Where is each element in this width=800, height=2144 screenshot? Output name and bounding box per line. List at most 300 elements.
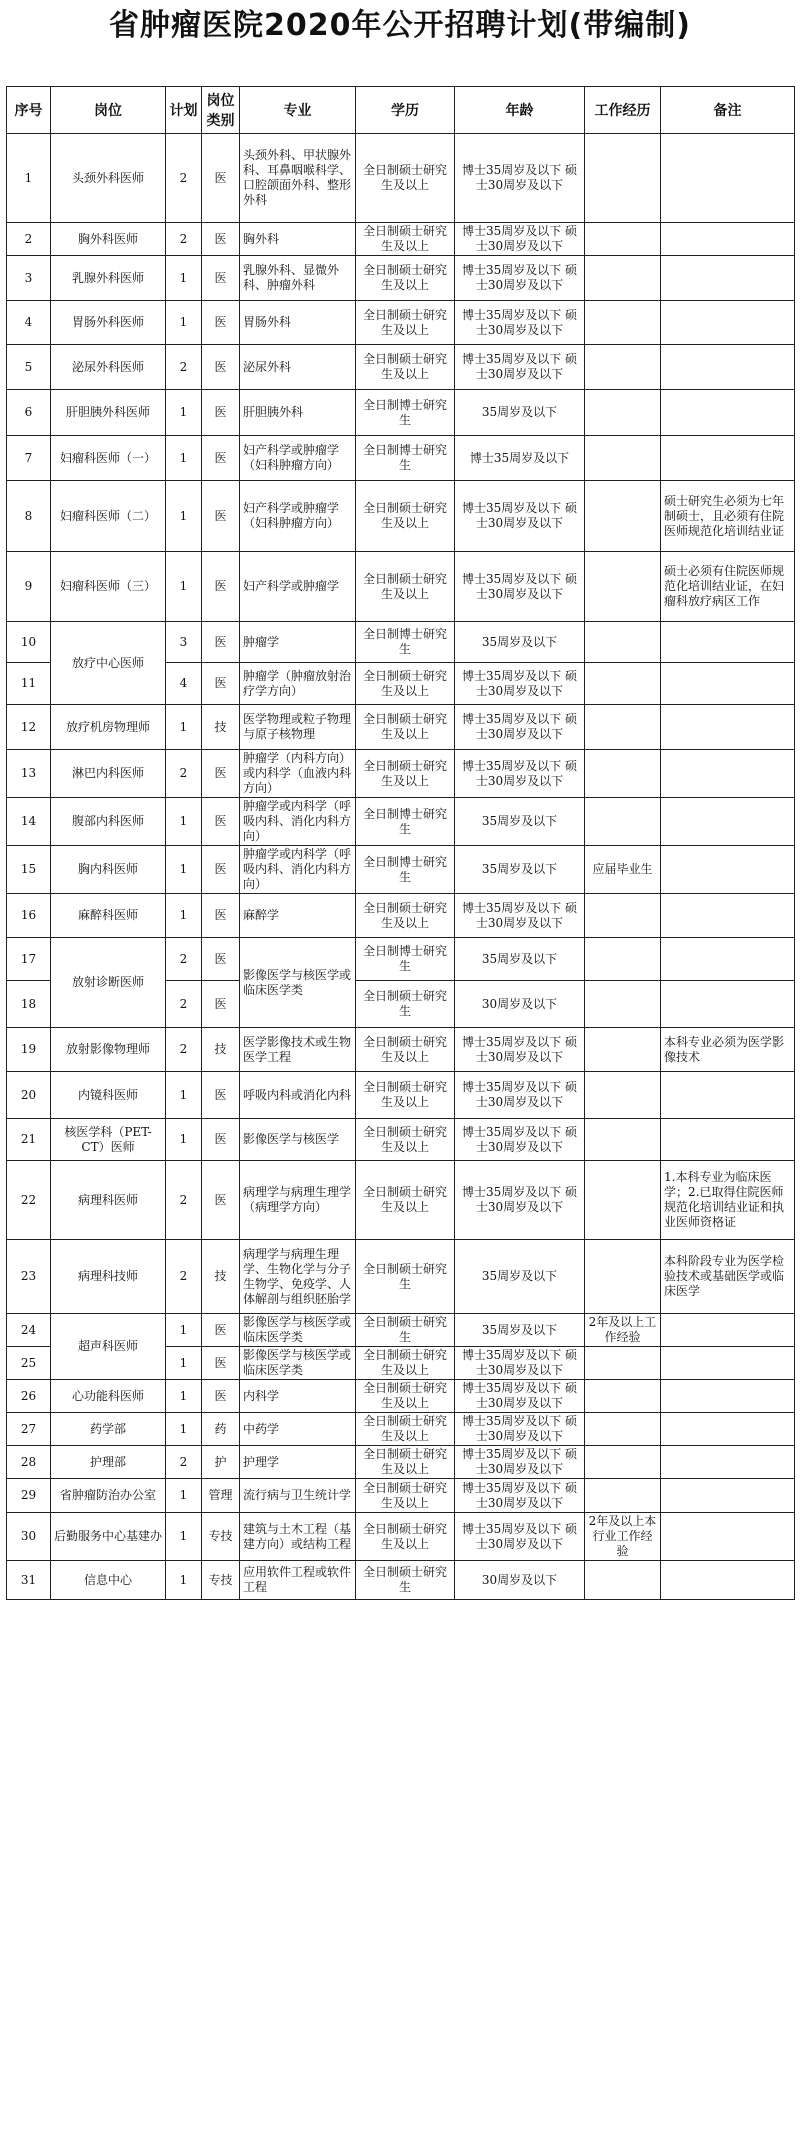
education-cell: 全日制博士研究生 — [356, 938, 455, 981]
note-cell — [661, 1446, 795, 1479]
post-cell: 妇瘤科医师（二） — [51, 481, 166, 552]
post-cell: 乳腺外科医师 — [51, 256, 166, 301]
plan-cell: 2 — [166, 1446, 202, 1479]
no-cell: 17 — [7, 938, 51, 981]
education-cell: 全日制博士研究生 — [356, 846, 455, 894]
table-row — [7, 1380, 795, 1413]
education-cell: 全日制博士研究生 — [356, 622, 455, 663]
no-cell: 3 — [7, 256, 51, 301]
note-cell — [661, 622, 795, 663]
note-cell — [661, 1479, 795, 1513]
header-category: 岗位类别 — [202, 87, 240, 134]
table-row — [7, 1561, 795, 1600]
experience-cell — [585, 1028, 661, 1072]
experience-cell — [585, 301, 661, 345]
no-cell: 29 — [7, 1479, 51, 1513]
post-cell: 头颈外科医师 — [51, 134, 166, 223]
education-cell: 全日制硕士研究生 — [356, 981, 455, 1028]
table-row — [7, 846, 795, 894]
post-cell: 放疗机房物理师 — [51, 705, 166, 750]
category-cell: 医 — [202, 1314, 240, 1347]
category-cell: 医 — [202, 481, 240, 552]
post-cell: 肝胆胰外科医师 — [51, 390, 166, 436]
age-cell: 博士35周岁及以下 硕士30周岁及以下 — [455, 750, 585, 798]
experience-cell — [585, 1479, 661, 1513]
no-cell: 30 — [7, 1513, 51, 1561]
plan-cell: 2 — [166, 750, 202, 798]
post-cell: 护理部 — [51, 1446, 166, 1479]
experience-cell — [585, 1380, 661, 1413]
note-cell — [661, 301, 795, 345]
education-cell: 全日制硕士研究生及以上 — [356, 750, 455, 798]
age-cell: 博士35周岁及以下 硕士30周岁及以下 — [455, 1380, 585, 1413]
plan-cell: 1 — [166, 1119, 202, 1161]
no-cell: 1 — [7, 134, 51, 223]
plan-cell: 2 — [166, 134, 202, 223]
education-cell: 全日制硕士研究生及以上 — [356, 345, 455, 390]
note-cell — [661, 1413, 795, 1446]
post-cell: 放射诊断医师 — [51, 938, 166, 1028]
age-cell: 博士35周岁及以下 硕士30周岁及以下 — [455, 345, 585, 390]
header-major: 专业 — [240, 87, 356, 134]
age-cell: 30周岁及以下 — [455, 981, 585, 1028]
table-row — [7, 1119, 795, 1161]
plan-cell: 1 — [166, 1513, 202, 1561]
no-cell: 28 — [7, 1446, 51, 1479]
category-cell: 医 — [202, 301, 240, 345]
note-cell — [661, 1347, 795, 1380]
header-education: 学历 — [356, 87, 455, 134]
category-cell: 医 — [202, 1119, 240, 1161]
table-row — [7, 1413, 795, 1446]
table-row — [7, 705, 795, 750]
note-cell: 本科专业必须为医学影像技术 — [661, 1028, 795, 1072]
age-cell: 博士35周岁及以下 硕士30周岁及以下 — [455, 663, 585, 705]
note-cell: 本科阶段专业为医学检验技术或基础医学或临床医学 — [661, 1240, 795, 1314]
table-row — [7, 750, 795, 798]
experience-cell — [585, 134, 661, 223]
header-note: 备注 — [661, 87, 795, 134]
major-cell: 病理学与病理生理学、生物化学与分子生物学、免疫学、人体解剖与组织胚胎学 — [240, 1240, 356, 1314]
experience-cell — [585, 481, 661, 552]
table-row — [7, 1161, 795, 1240]
no-cell: 15 — [7, 846, 51, 894]
no-cell: 6 — [7, 390, 51, 436]
plan-cell: 1 — [166, 1347, 202, 1380]
experience-cell — [585, 1119, 661, 1161]
category-cell: 护 — [202, 1446, 240, 1479]
category-cell: 医 — [202, 622, 240, 663]
page-title: 省肿瘤医院2020年公开招聘计划(带编制) — [109, 8, 691, 43]
plan-cell: 2 — [166, 223, 202, 256]
table-row — [7, 1446, 795, 1479]
category-cell: 医 — [202, 345, 240, 390]
no-cell: 9 — [7, 552, 51, 622]
post-cell: 胃肠外科医师 — [51, 301, 166, 345]
post-cell: 病理科医师 — [51, 1161, 166, 1240]
education-cell: 全日制硕士研究生及以上 — [356, 894, 455, 938]
major-cell: 应用软件工程或软件工程 — [240, 1561, 356, 1600]
note-cell: 硕士必须有住院医师规范化培训结业证，在妇瘤科放疗病区工作 — [661, 552, 795, 622]
age-cell: 35周岁及以下 — [455, 1314, 585, 1347]
major-cell: 妇产科学或肿瘤学（妇科肿瘤方向） — [240, 481, 356, 552]
category-cell: 医 — [202, 938, 240, 981]
major-cell: 胃肠外科 — [240, 301, 356, 345]
major-cell: 肿瘤学（内科方向）或内科学（血液内科方向） — [240, 750, 356, 798]
note-cell — [661, 750, 795, 798]
plan-cell: 1 — [166, 1314, 202, 1347]
plan-cell: 1 — [166, 1479, 202, 1513]
table-row — [7, 938, 795, 981]
plan-cell: 2 — [166, 938, 202, 981]
major-cell: 影像医学与核医学 — [240, 1119, 356, 1161]
category-cell: 医 — [202, 552, 240, 622]
table-row — [7, 552, 795, 622]
table-row — [7, 301, 795, 345]
plan-cell: 1 — [166, 1072, 202, 1119]
age-cell: 35周岁及以下 — [455, 390, 585, 436]
experience-cell — [585, 256, 661, 301]
age-cell: 博士35周岁及以下 硕士30周岁及以下 — [455, 1413, 585, 1446]
experience-cell: 2年及以上本行业工作经验 — [585, 1513, 661, 1561]
note-cell — [661, 134, 795, 223]
no-cell: 27 — [7, 1413, 51, 1446]
no-cell: 21 — [7, 1119, 51, 1161]
plan-cell: 2 — [166, 1240, 202, 1314]
table-row — [7, 256, 795, 301]
major-cell: 泌尿外科 — [240, 345, 356, 390]
experience-cell — [585, 552, 661, 622]
category-cell: 技 — [202, 1028, 240, 1072]
plan-cell: 1 — [166, 1561, 202, 1600]
major-cell: 肿瘤学（肿瘤放射治疗学方向） — [240, 663, 356, 705]
table-row — [7, 1479, 795, 1513]
note-cell — [661, 223, 795, 256]
age-cell: 35周岁及以下 — [455, 846, 585, 894]
age-cell: 35周岁及以下 — [455, 622, 585, 663]
major-cell: 肿瘤学或内科学（呼吸内科、消化内科方向） — [240, 798, 356, 846]
category-cell: 专技 — [202, 1513, 240, 1561]
major-cell: 影像医学与核医学或临床医学类 — [240, 938, 356, 1028]
major-cell: 头颈外科、甲状腺外科、耳鼻咽喉科学、口腔颌面外科、整形外科 — [240, 134, 356, 223]
no-cell: 13 — [7, 750, 51, 798]
post-cell: 麻醉科医师 — [51, 894, 166, 938]
note-cell — [661, 894, 795, 938]
category-cell: 医 — [202, 390, 240, 436]
category-cell: 医 — [202, 846, 240, 894]
plan-cell: 2 — [166, 1028, 202, 1072]
post-cell: 药学部 — [51, 1413, 166, 1446]
experience-cell — [585, 938, 661, 981]
age-cell: 博士35周岁及以下 硕士30周岁及以下 — [455, 256, 585, 301]
major-cell: 内科学 — [240, 1380, 356, 1413]
experience-cell — [585, 1413, 661, 1446]
table-row — [7, 622, 795, 663]
note-cell — [661, 345, 795, 390]
plan-cell: 2 — [166, 981, 202, 1028]
plan-cell: 1 — [166, 705, 202, 750]
education-cell: 全日制硕士研究生及以上 — [356, 481, 455, 552]
major-cell: 胸外科 — [240, 223, 356, 256]
no-cell: 25 — [7, 1347, 51, 1380]
category-cell: 医 — [202, 223, 240, 256]
experience-cell — [585, 622, 661, 663]
header-plan: 计划 — [166, 87, 202, 134]
no-cell: 23 — [7, 1240, 51, 1314]
post-cell: 病理科技师 — [51, 1240, 166, 1314]
education-cell: 全日制硕士研究生及以上 — [356, 1513, 455, 1561]
note-cell — [661, 798, 795, 846]
age-cell: 博士35周岁及以下 硕士30周岁及以下 — [455, 134, 585, 223]
category-cell: 技 — [202, 1240, 240, 1314]
table-row — [7, 1314, 795, 1347]
experience-cell — [585, 345, 661, 390]
experience-cell — [585, 1240, 661, 1314]
note-cell — [661, 663, 795, 705]
table-row — [7, 436, 795, 481]
major-cell: 妇产科学或肿瘤学（妇科肿瘤方向） — [240, 436, 356, 481]
no-cell: 2 — [7, 223, 51, 256]
note-cell — [661, 1380, 795, 1413]
note-cell — [661, 1072, 795, 1119]
experience-cell — [585, 894, 661, 938]
age-cell: 博士35周岁及以下 硕士30周岁及以下 — [455, 1446, 585, 1479]
age-cell: 博士35周岁及以下 硕士30周岁及以下 — [455, 552, 585, 622]
education-cell: 全日制博士研究生 — [356, 390, 455, 436]
age-cell: 35周岁及以下 — [455, 938, 585, 981]
note-cell: 硕士研究生必须为七年制硕士，且必须有住院医师规范化培训结业证 — [661, 481, 795, 552]
education-cell: 全日制硕士研究生及以上 — [356, 256, 455, 301]
plan-cell: 1 — [166, 846, 202, 894]
education-cell: 全日制硕士研究生及以上 — [356, 1072, 455, 1119]
age-cell: 博士35周岁及以下 — [455, 436, 585, 481]
category-cell: 医 — [202, 894, 240, 938]
category-cell: 医 — [202, 1380, 240, 1413]
age-cell: 博士35周岁及以下 硕士30周岁及以下 — [455, 481, 585, 552]
post-cell: 内镜科医师 — [51, 1072, 166, 1119]
education-cell: 全日制硕士研究生及以上 — [356, 1413, 455, 1446]
experience-cell — [585, 436, 661, 481]
education-cell: 全日制硕士研究生及以上 — [356, 223, 455, 256]
no-cell: 22 — [7, 1161, 51, 1240]
no-cell: 4 — [7, 301, 51, 345]
plan-cell: 1 — [166, 390, 202, 436]
category-cell: 医 — [202, 134, 240, 223]
education-cell: 全日制博士研究生 — [356, 798, 455, 846]
post-cell: 胸内科医师 — [51, 846, 166, 894]
experience-cell — [585, 1561, 661, 1600]
age-cell: 博士35周岁及以下 硕士30周岁及以下 — [455, 1161, 585, 1240]
table-row — [7, 1240, 795, 1314]
recruitment-table — [6, 86, 795, 1600]
table-row — [7, 134, 795, 223]
note-cell — [661, 981, 795, 1028]
age-cell: 博士35周岁及以下 硕士30周岁及以下 — [455, 1347, 585, 1380]
major-cell: 麻醉学 — [240, 894, 356, 938]
table-row — [7, 894, 795, 938]
plan-cell: 1 — [166, 798, 202, 846]
experience-cell — [585, 223, 661, 256]
header-post: 岗位 — [51, 87, 166, 134]
major-cell: 乳腺外科、显微外科、肿瘤外科 — [240, 256, 356, 301]
table-row — [7, 1072, 795, 1119]
plan-cell: 2 — [166, 1161, 202, 1240]
no-cell: 10 — [7, 622, 51, 663]
note-cell — [661, 1561, 795, 1600]
note-cell — [661, 1513, 795, 1561]
category-cell: 医 — [202, 436, 240, 481]
education-cell: 全日制博士研究生 — [356, 436, 455, 481]
education-cell: 全日制硕士研究生及以上 — [356, 301, 455, 345]
education-cell: 全日制硕士研究生及以上 — [356, 1119, 455, 1161]
plan-cell: 3 — [166, 622, 202, 663]
education-cell: 全日制硕士研究生及以上 — [356, 1380, 455, 1413]
post-cell: 泌尿外科医师 — [51, 345, 166, 390]
post-cell: 心功能科医师 — [51, 1380, 166, 1413]
header-row — [7, 87, 795, 134]
no-cell: 11 — [7, 663, 51, 705]
major-cell: 呼吸内科或消化内科 — [240, 1072, 356, 1119]
post-cell: 超声科医师 — [51, 1314, 166, 1380]
category-cell: 医 — [202, 981, 240, 1028]
plan-cell: 1 — [166, 301, 202, 345]
post-cell: 胸外科医师 — [51, 223, 166, 256]
age-cell: 博士35周岁及以下 硕士30周岁及以下 — [455, 1119, 585, 1161]
category-cell: 药 — [202, 1413, 240, 1446]
major-cell: 影像医学与核医学或临床医学类 — [240, 1314, 356, 1347]
no-cell: 12 — [7, 705, 51, 750]
note-cell — [661, 1119, 795, 1161]
experience-cell — [585, 390, 661, 436]
note-cell: 1.本科专业为临床医学；2.已取得住院医师规范化培训结业证和执业医师资格证 — [661, 1161, 795, 1240]
major-cell: 护理学 — [240, 1446, 356, 1479]
education-cell: 全日制硕士研究生 — [356, 1240, 455, 1314]
plan-cell: 1 — [166, 436, 202, 481]
experience-cell — [585, 1446, 661, 1479]
plan-cell: 4 — [166, 663, 202, 705]
category-cell: 技 — [202, 705, 240, 750]
age-cell: 博士35周岁及以下 硕士30周岁及以下 — [455, 1513, 585, 1561]
table-row — [7, 390, 795, 436]
experience-cell — [585, 981, 661, 1028]
table-row — [7, 223, 795, 256]
plan-cell: 1 — [166, 552, 202, 622]
education-cell: 全日制硕士研究生及以上 — [356, 705, 455, 750]
post-cell: 淋巴内科医师 — [51, 750, 166, 798]
post-cell: 放射影像物理师 — [51, 1028, 166, 1072]
category-cell: 专技 — [202, 1561, 240, 1600]
category-cell: 医 — [202, 750, 240, 798]
major-cell: 妇产科学或肿瘤学 — [240, 552, 356, 622]
experience-cell — [585, 1072, 661, 1119]
age-cell: 博士35周岁及以下 硕士30周岁及以下 — [455, 1479, 585, 1513]
major-cell: 中药学 — [240, 1413, 356, 1446]
major-cell: 医学影像技术或生物医学工程 — [240, 1028, 356, 1072]
table-row — [7, 345, 795, 390]
category-cell: 医 — [202, 1347, 240, 1380]
no-cell: 24 — [7, 1314, 51, 1347]
no-cell: 7 — [7, 436, 51, 481]
post-cell: 信息中心 — [51, 1561, 166, 1600]
education-cell: 全日制硕士研究生 — [356, 1561, 455, 1600]
no-cell: 31 — [7, 1561, 51, 1600]
major-cell: 肿瘤学 — [240, 622, 356, 663]
no-cell: 8 — [7, 481, 51, 552]
age-cell: 博士35周岁及以下 硕士30周岁及以下 — [455, 1028, 585, 1072]
education-cell: 全日制硕士研究生及以上 — [356, 663, 455, 705]
no-cell: 20 — [7, 1072, 51, 1119]
no-cell: 16 — [7, 894, 51, 938]
age-cell: 30周岁及以下 — [455, 1561, 585, 1600]
post-cell: 放疗中心医师 — [51, 622, 166, 705]
education-cell: 全日制硕士研究生及以上 — [356, 1028, 455, 1072]
age-cell: 博士35周岁及以下 硕士30周岁及以下 — [455, 1072, 585, 1119]
major-cell: 流行病与卫生统计学 — [240, 1479, 356, 1513]
experience-cell: 应届毕业生 — [585, 846, 661, 894]
no-cell: 18 — [7, 981, 51, 1028]
age-cell: 35周岁及以下 — [455, 1240, 585, 1314]
table-row — [7, 1028, 795, 1072]
category-cell: 医 — [202, 256, 240, 301]
experience-cell — [585, 750, 661, 798]
header-age: 年龄 — [455, 87, 585, 134]
table-row — [7, 798, 795, 846]
education-cell: 全日制硕士研究生及以上 — [356, 552, 455, 622]
note-cell — [661, 390, 795, 436]
note-cell — [661, 938, 795, 981]
age-cell: 35周岁及以下 — [455, 798, 585, 846]
age-cell: 博士35周岁及以下 硕士30周岁及以下 — [455, 894, 585, 938]
post-cell: 省肿瘤防治办公室 — [51, 1479, 166, 1513]
education-cell: 全日制硕士研究生及以上 — [356, 1161, 455, 1240]
education-cell: 全日制硕士研究生及以上 — [356, 1479, 455, 1513]
category-cell: 医 — [202, 663, 240, 705]
no-cell: 26 — [7, 1380, 51, 1413]
table-row — [7, 481, 795, 552]
note-cell — [661, 1314, 795, 1347]
header-no: 序号 — [7, 87, 51, 134]
age-cell: 博士35周岁及以下 硕士30周岁及以下 — [455, 301, 585, 345]
major-cell: 肝胆胰外科 — [240, 390, 356, 436]
post-cell: 妇瘤科医师（一） — [51, 436, 166, 481]
experience-cell: 2年及以上工作经验 — [585, 1314, 661, 1347]
experience-cell — [585, 1161, 661, 1240]
plan-cell: 1 — [166, 481, 202, 552]
post-cell: 后勤服务中心基建办 — [51, 1513, 166, 1561]
major-cell: 影像医学与核医学或临床医学类 — [240, 1347, 356, 1380]
education-cell: 全日制硕士研究生及以上 — [356, 134, 455, 223]
header-experience: 工作经历 — [585, 87, 661, 134]
post-cell: 腹部内科医师 — [51, 798, 166, 846]
plan-cell: 1 — [166, 894, 202, 938]
category-cell: 医 — [202, 798, 240, 846]
note-cell — [661, 256, 795, 301]
note-cell — [661, 846, 795, 894]
age-cell: 博士35周岁及以下 硕士30周岁及以下 — [455, 705, 585, 750]
note-cell — [661, 436, 795, 481]
plan-cell: 1 — [166, 1413, 202, 1446]
age-cell: 博士35周岁及以下 硕士30周岁及以下 — [455, 223, 585, 256]
education-cell: 全日制硕士研究生及以上 — [356, 1446, 455, 1479]
major-cell: 病理学与病理生理学（病理学方向） — [240, 1161, 356, 1240]
experience-cell — [585, 798, 661, 846]
education-cell: 全日制硕士研究生 — [356, 1314, 455, 1347]
no-cell: 14 — [7, 798, 51, 846]
category-cell: 医 — [202, 1072, 240, 1119]
education-cell: 全日制硕士研究生及以上 — [356, 1347, 455, 1380]
experience-cell — [585, 1347, 661, 1380]
category-cell: 医 — [202, 1161, 240, 1240]
